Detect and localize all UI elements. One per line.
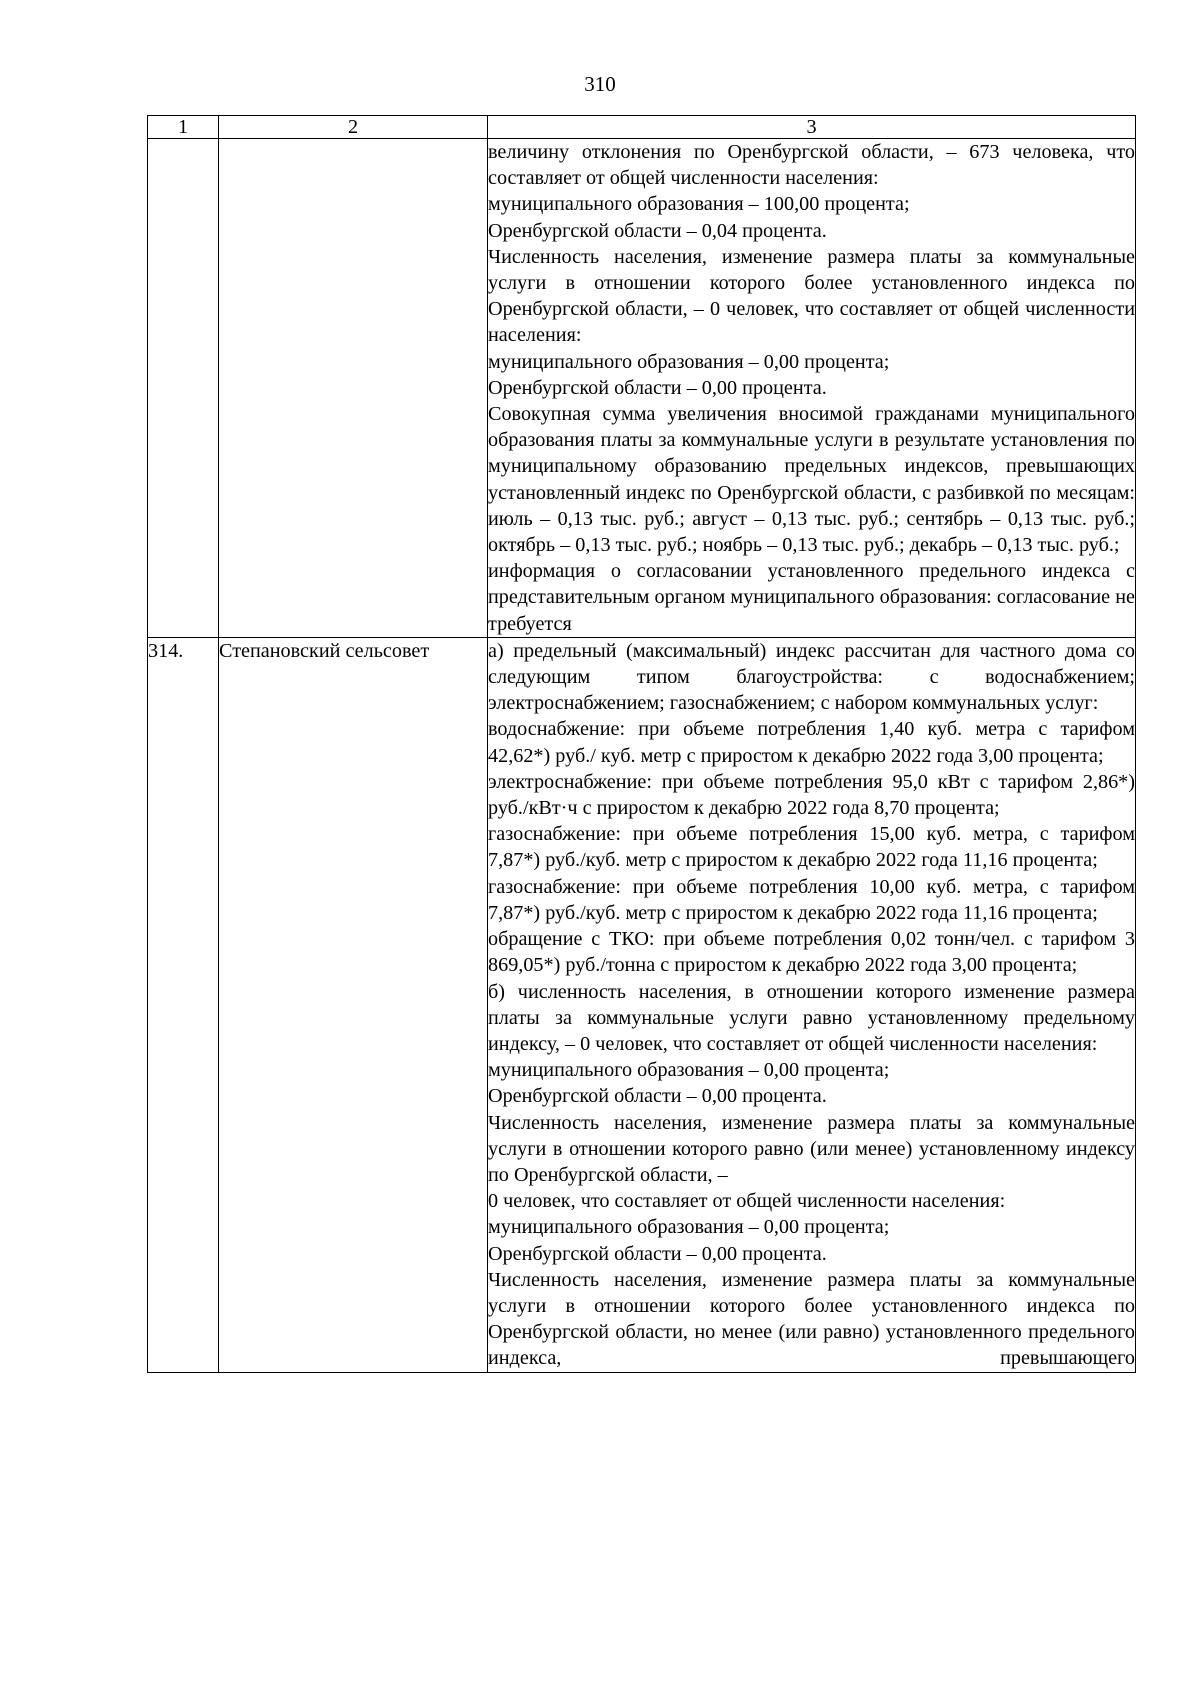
paragraph: водоснабжение: при объеме потребления 1,40 куб. метра с тарифом 42,62*) руб./ куб. метр с приростом к декабрю 2022 года 3,00 процента; <box>488 718 1135 767</box>
paragraph: Численность населения, изменение размера платы за коммунальные услуги в отношении которого более установленного индекса по Оренбургской области, – 0 человек, что составляет от общей численности населения: <box>488 245 1135 347</box>
paragraph: Совокупная сумма увеличения вносимой гражданами муниципального образования платы за коммунальные услуги в результате установления по муниципальному образованию предельных индексов, превышающих установленный индекс по Оренбургской области, с разбивкой по месяцам: июль – 0,13 тыс. руб.; август – 0,13 тыс. руб.; сентябрь – 0,13 тыс. руб.; октябрь – 0,13 тыс. руб.; ноябрь – 0,13 тыс. руб.; декабрь – 0,13 тыс. руб.; <box>488 403 1135 557</box>
paragraph: а) предельный (максимальный) индекс рассчитан для частного дома со следующим типом благоустройства: с водоснабжением; электроснабжением; газоснабжением; с набором коммунальных услуг: <box>488 639 1135 715</box>
row-number-cell <box>148 139 219 638</box>
paragraph: газоснабжение: при объеме потребления 10,00 куб. метра, с тарифом 7,87*) руб./куб. метр с приростом к декабрю 2022 года 11,16 процента; <box>488 875 1135 924</box>
table-row <box>148 637 1136 1372</box>
paragraph: муниципального образования – 0,00 процента; <box>488 1216 890 1239</box>
paragraph: Оренбургской области – 0,00 процента. <box>488 376 827 399</box>
table-header-row <box>148 116 1136 139</box>
municipality-name-cell: Степановский сельсовет <box>219 637 488 1372</box>
paragraph: газоснабжение: при объеме потребления 15,00 куб. метра, с тарифом 7,87*) руб./куб. метр с приростом к декабрю 2022 года 11,16 процента; <box>488 823 1135 872</box>
paragraph: электроснабжение: при объеме потребления 95,0 кВт с тарифом 2,86*) руб./кВт·ч с приростом к декабрю 2022 года 8,70 процента; <box>488 770 1135 820</box>
column-header-2: 2 <box>219 116 488 139</box>
paragraph: муниципального образования – 0,00 процента; <box>488 1059 890 1082</box>
row-number-cell: 314. <box>148 637 219 1372</box>
table-row <box>148 139 1136 638</box>
description-cell <box>488 637 1136 1372</box>
paragraph: б) численность населения, в отношении которого изменение размера платы за коммунальные услуги равно установленному предельному индексу, – 0 человек, что составляет от общей численности населения: <box>488 980 1135 1055</box>
page-number: 310 <box>584 72 616 96</box>
paragraph: Численность населения, изменение размера платы за коммунальные услуги в отношении которого равно (или менее) установленному индексу по Оренбургской области, – <box>488 1111 1135 1186</box>
paragraph: величину отклонения по Оренбургской области, – 673 человека, что составляет от общей численности населения: <box>488 141 1135 190</box>
paragraph: 0 человек, что составляет от общей численности населения: <box>488 1190 1006 1213</box>
paragraph: Оренбургской области – 0,04 процента. <box>488 219 827 242</box>
paragraph: информация о согласовании установленного предельного индекса с представительным органом муниципального образования: согласование не требуется <box>488 560 1135 635</box>
description-cell <box>488 139 1136 638</box>
content-table <box>147 115 1136 1373</box>
column-header-1: 1 <box>148 116 219 139</box>
paragraph: Численность населения, изменение размера платы за коммунальные услуги в отношении которого более установленного индекса по Оренбургской области, но менее (или равно) установленного предельного индекса, превышающего <box>488 1268 1135 1370</box>
paragraph: Оренбургской области – 0,00 процента. <box>488 1085 827 1108</box>
paragraph: муниципального образования – 100,00 процента; <box>488 193 910 216</box>
paragraph: Оренбургской области – 0,00 процента. <box>488 1242 827 1265</box>
paragraph: муниципального образования – 0,00 процента; <box>488 350 890 373</box>
municipality-name-cell <box>219 139 488 638</box>
column-header-3: 3 <box>488 116 1136 139</box>
paragraph: обращение с ТКО: при объеме потребления 0,02 тонн/чел. с тарифом 3 869,05*) руб./тонна с приростом к декабрю 2022 года 3,00 процента; <box>488 928 1135 977</box>
